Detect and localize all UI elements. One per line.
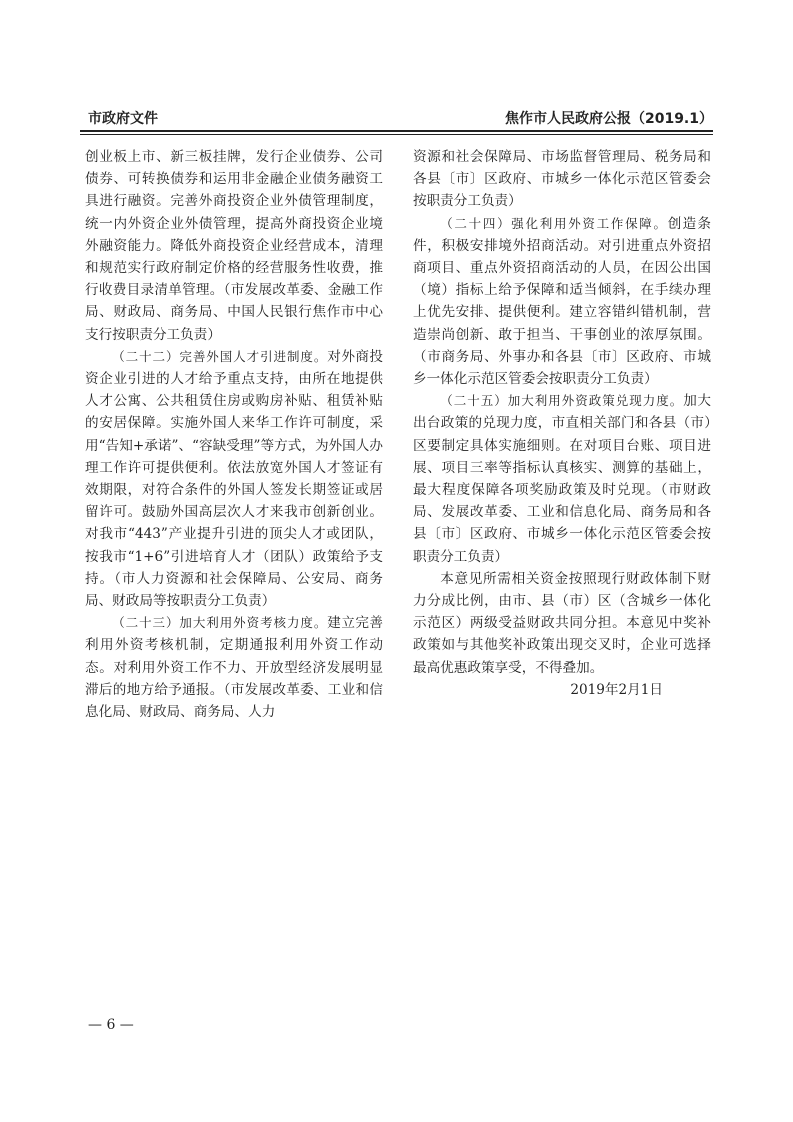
section-heading: （二十四）强化利用外资工作保障。: [440, 215, 668, 231]
left-column: [85, 146, 383, 723]
paragraph: [413, 213, 711, 391]
paragraph: 资源和社会保障局、市场监督管理局、税务局和各县〔市〕区政府、市城乡一体化示范区管委会按职责分工负责）: [413, 149, 711, 210]
section-body: 对外商投资企业引进的人才给予重点支持，由所在地提供人才公寓、公共租赁住房或购房补贴、租赁补贴的安居保障。实施外国人来华工作许可制度，采用“告知+承诺”、“容缺受理”等方式，为外国人办理工作许可提供便利。依法放宽外国人才签证有效期限，对符合条件的外国人签发长期签证或居留许可。鼓励外国高层次人才来我市创新创业。对我市“443”产业提升引进的顶尖人才或团队，按我市“1+6”引进培育人才（团队）政策给予支持。（市人力资源和社会保障局、公安局、商务局、财政局等按职责分工负责）: [85, 348, 383, 610]
section-body: 建立完善利用外资考核机制，定期通报利用外资工作动态。对利用外资工作不力、开放型经济发展明显滞后的地方给予通报。（市发展改革委、工业和信息化局、财政局、商务局、人力: [85, 615, 383, 721]
header-rule-thick: [80, 130, 713, 132]
paragraph: [413, 390, 711, 568]
section-body: 加大出台政策的兑现力度，市直相关部门和各县（市）区要制定具体实施细则。在对项目台账、项目进展、项目三率等指标认真核实、测算的基础上，最大程度保障各项奖励政策及时兑现。（市财政局、发展改革委、工业和信息化局、商务局和各县〔市〕区政府、市城乡一体化示范区管委会按职责分工负责）: [413, 393, 711, 565]
right-column: [413, 146, 711, 701]
header-rule-thin: [80, 134, 713, 135]
paragraph: [85, 346, 383, 612]
section-heading: （二十五）加大利用外资政策兑现力度。: [440, 393, 684, 409]
page-number: — 6 —: [88, 1017, 134, 1033]
paragraph: 本意见所需相关资金按照现行财政体制下财力分成比例，由市、县（市）区（含城乡一体化示范区）两级受益财政共同分担。本意见中奖补政策如与其他奖补政策出现交叉时，企业可选择最高优惠政策享受，不得叠加。: [413, 570, 711, 676]
section-body: 创造条件，积极安排境外招商活动。对引进重点外资招商项目、重点外资招商活动的人员，在因公出国（境）指标上给予保障和适当倾斜，在手续办理上优先安排、提供便利。建立容错纠错机制，营造崇尚创新、敢于担当、干事创业的浓厚氛围。（市商务局、外事办和各县〔市〕区政府、市城乡一体化示范区管委会按职责分工负责）: [413, 215, 711, 388]
header-publication-title: 焦作市人民政府公报（2019.1）: [504, 111, 713, 127]
document-date: 2019年2月1日: [570, 681, 663, 698]
section-heading: （二十三）加大利用外资考核力度。: [112, 615, 328, 631]
page-header: [80, 108, 713, 128]
paragraph: 创业板上市、新三板挂牌，发行企业债券、公司债券、可转换债券和运用非金融企业债务融资工具进行融资。完善外商投资企业外债管理制度，统一内外资企业外债管理，提高外商投资企业境外融资能力。降低外商投资企业经营成本，清理和规范实行政府制定价格的经营服务性收费，推行收费目录清单管理。（市发展改革委、金融工作局、财政局、商务局、中国人民银行焦作市中心支行按职责分工负责）: [85, 149, 383, 343]
header-section-title: 市政府文件: [88, 111, 158, 127]
section-heading: （二十二）完善外国人才引进制度。: [112, 348, 328, 364]
paragraph: [85, 612, 383, 723]
